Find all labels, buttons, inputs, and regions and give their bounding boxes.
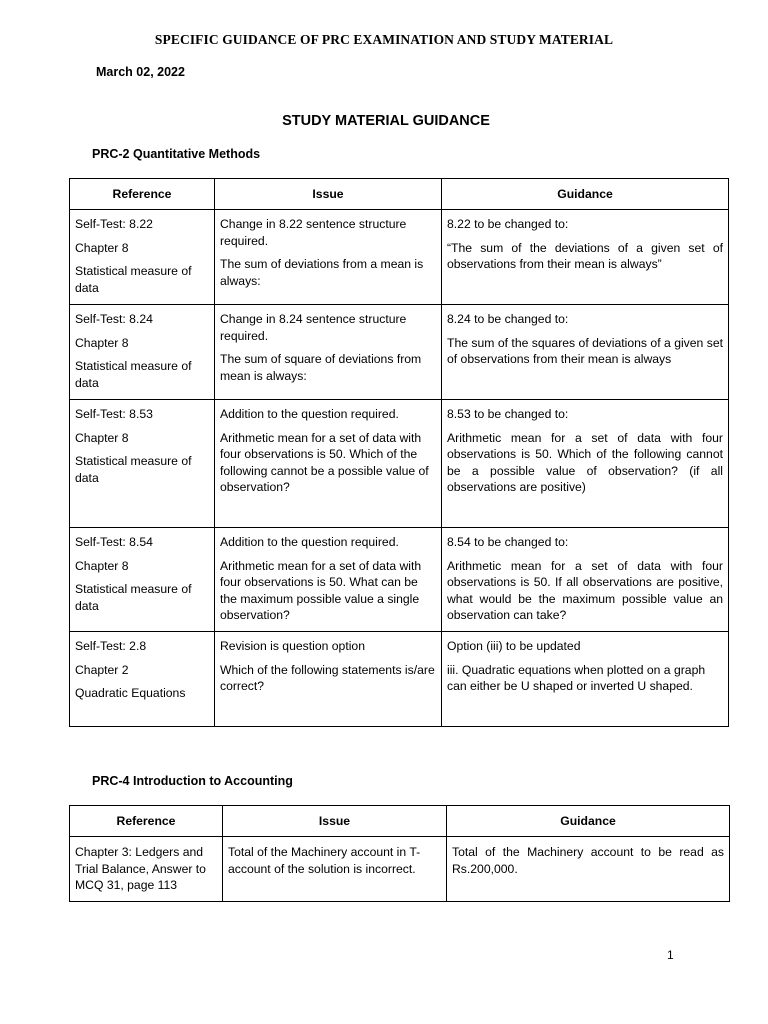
issue-detail: Arithmetic mean for a set of data with four observations is 50. Which of the following cannot be a possible value of observation?: [220, 430, 429, 494]
table-row: [70, 305, 729, 400]
guidance-summary: 8.53 to be changed to:: [447, 407, 569, 421]
guidance-detail: The sum of the squares of deviations of a given set of observations from their mean is always: [447, 335, 723, 366]
reference-topic: Statistical measure of data: [75, 582, 192, 613]
guidance-cell: [442, 400, 729, 528]
reference-topic: Statistical measure of data: [75, 454, 192, 485]
guidance-cell: [442, 210, 729, 305]
guidance-cell: [442, 305, 729, 400]
prc2-guidance-table: [69, 178, 729, 727]
column-header-guidance: Guidance: [442, 179, 729, 210]
prc4-guidance-table: [69, 805, 730, 902]
issue-summary: Revision is question option: [220, 639, 365, 653]
column-header-reference: Reference: [70, 179, 215, 210]
guidance-text: Total of the Machinery account to be read as Rs.200,000.: [452, 845, 724, 876]
column-header-reference: Reference: [70, 806, 223, 837]
page-title: STUDY MATERIAL GUIDANCE: [282, 113, 490, 129]
table-row: [70, 400, 729, 528]
reference-topic: Statistical measure of data: [75, 264, 192, 295]
guidance-cell: [442, 528, 729, 632]
reference-cell: [70, 210, 215, 305]
issue-text: Total of the Machinery account in T-account of the solution is incorrect.: [228, 845, 421, 876]
issue-summary: Change in 8.22 sentence structure required.: [220, 217, 407, 248]
reference-chapter: Chapter 8: [75, 335, 129, 350]
issue-cell: [215, 400, 442, 528]
issue-summary: Addition to the question required.: [220, 407, 399, 421]
section-heading-prc4: PRC-4 Introduction to Accounting: [92, 774, 293, 788]
table-row: [70, 210, 729, 305]
reference-cell: [70, 305, 215, 400]
document-date: March 02, 2022: [96, 65, 185, 79]
reference-chapter: Chapter 8: [75, 240, 129, 255]
issue-cell: [215, 210, 442, 305]
table-row: [70, 837, 730, 902]
section-heading-prc2: PRC-2 Quantitative Methods: [92, 147, 261, 161]
table-row: [70, 528, 729, 632]
guidance-summary: 8.54 to be changed to:: [447, 535, 569, 549]
reference-test: Self-Test: 2.8: [75, 639, 147, 653]
reference-cell: [70, 632, 215, 727]
guidance-detail: Arithmetic mean for a set of data with four observations is 50. If all observations are positive, what would be the maximum possible value an observation can take?: [447, 558, 723, 622]
reference-topic: Quadratic Equations: [75, 686, 186, 700]
issue-cell: [223, 837, 447, 902]
guidance-cell: [447, 837, 730, 902]
reference-test: Self-Test: 8.22: [75, 217, 153, 231]
issue-detail: Arithmetic mean for a set of data with four observations is 50. What can be the maximum possible value a single observation?: [220, 558, 422, 622]
table-row: [70, 632, 729, 727]
reference-chapter: Chapter 8: [75, 430, 129, 445]
table-header-row: [70, 806, 730, 837]
issue-summary: Change in 8.24 sentence structure required.: [220, 312, 407, 343]
reference-cell: [70, 837, 223, 902]
guidance-summary: Option (iii) to be updated: [447, 639, 581, 653]
issue-cell: [215, 632, 442, 727]
column-header-issue: Issue: [215, 179, 442, 210]
document-header-title: SPECIFIC GUIDANCE OF PRC EXAMINATION AND STUDY MATERIAL: [154, 32, 614, 47]
issue-cell: [215, 528, 442, 632]
table-header-row: [70, 179, 729, 210]
guidance-detail: “The sum of the deviations of a given set of observations from their mean is always”: [447, 240, 723, 271]
reference-test: Self-Test: 8.54: [75, 535, 153, 549]
column-header-guidance: Guidance: [447, 806, 730, 837]
page-number: 1: [667, 948, 674, 962]
issue-cell: [215, 305, 442, 400]
reference-cell: [70, 528, 215, 632]
issue-summary: Addition to the question required.: [220, 535, 399, 549]
guidance-detail: Arithmetic mean for a set of data with four observations is 50. Which of the following cannot be a possible value of observation? (if all observations are positive): [447, 430, 723, 494]
column-header-issue: Issue: [223, 806, 447, 837]
issue-detail: The sum of square of deviations from mean is always:: [220, 352, 422, 383]
issue-detail: Which of the following statements is/are correct?: [220, 662, 435, 693]
reference-chapter: Chapter 8: [75, 558, 129, 573]
issue-detail: The sum of deviations from a mean is always:: [220, 257, 424, 288]
guidance-detail: iii. Quadratic equations when plotted on a graph can either be U shaped or inverted U shaped.: [447, 662, 706, 693]
reference-topic: Statistical measure of data: [75, 359, 192, 390]
reference-cell: [70, 400, 215, 528]
reference-test: Self-Test: 8.24: [75, 312, 153, 326]
reference-test: Self-Test: 8.53: [75, 407, 153, 421]
guidance-summary: 8.24 to be changed to:: [447, 312, 569, 326]
reference-chapter: Chapter 2: [75, 662, 129, 677]
guidance-summary: 8.22 to be changed to:: [447, 217, 569, 231]
guidance-cell: [442, 632, 729, 727]
reference-text: Chapter 3: Ledgers and Trial Balance, Answer to MCQ 31, page 113: [75, 845, 206, 892]
